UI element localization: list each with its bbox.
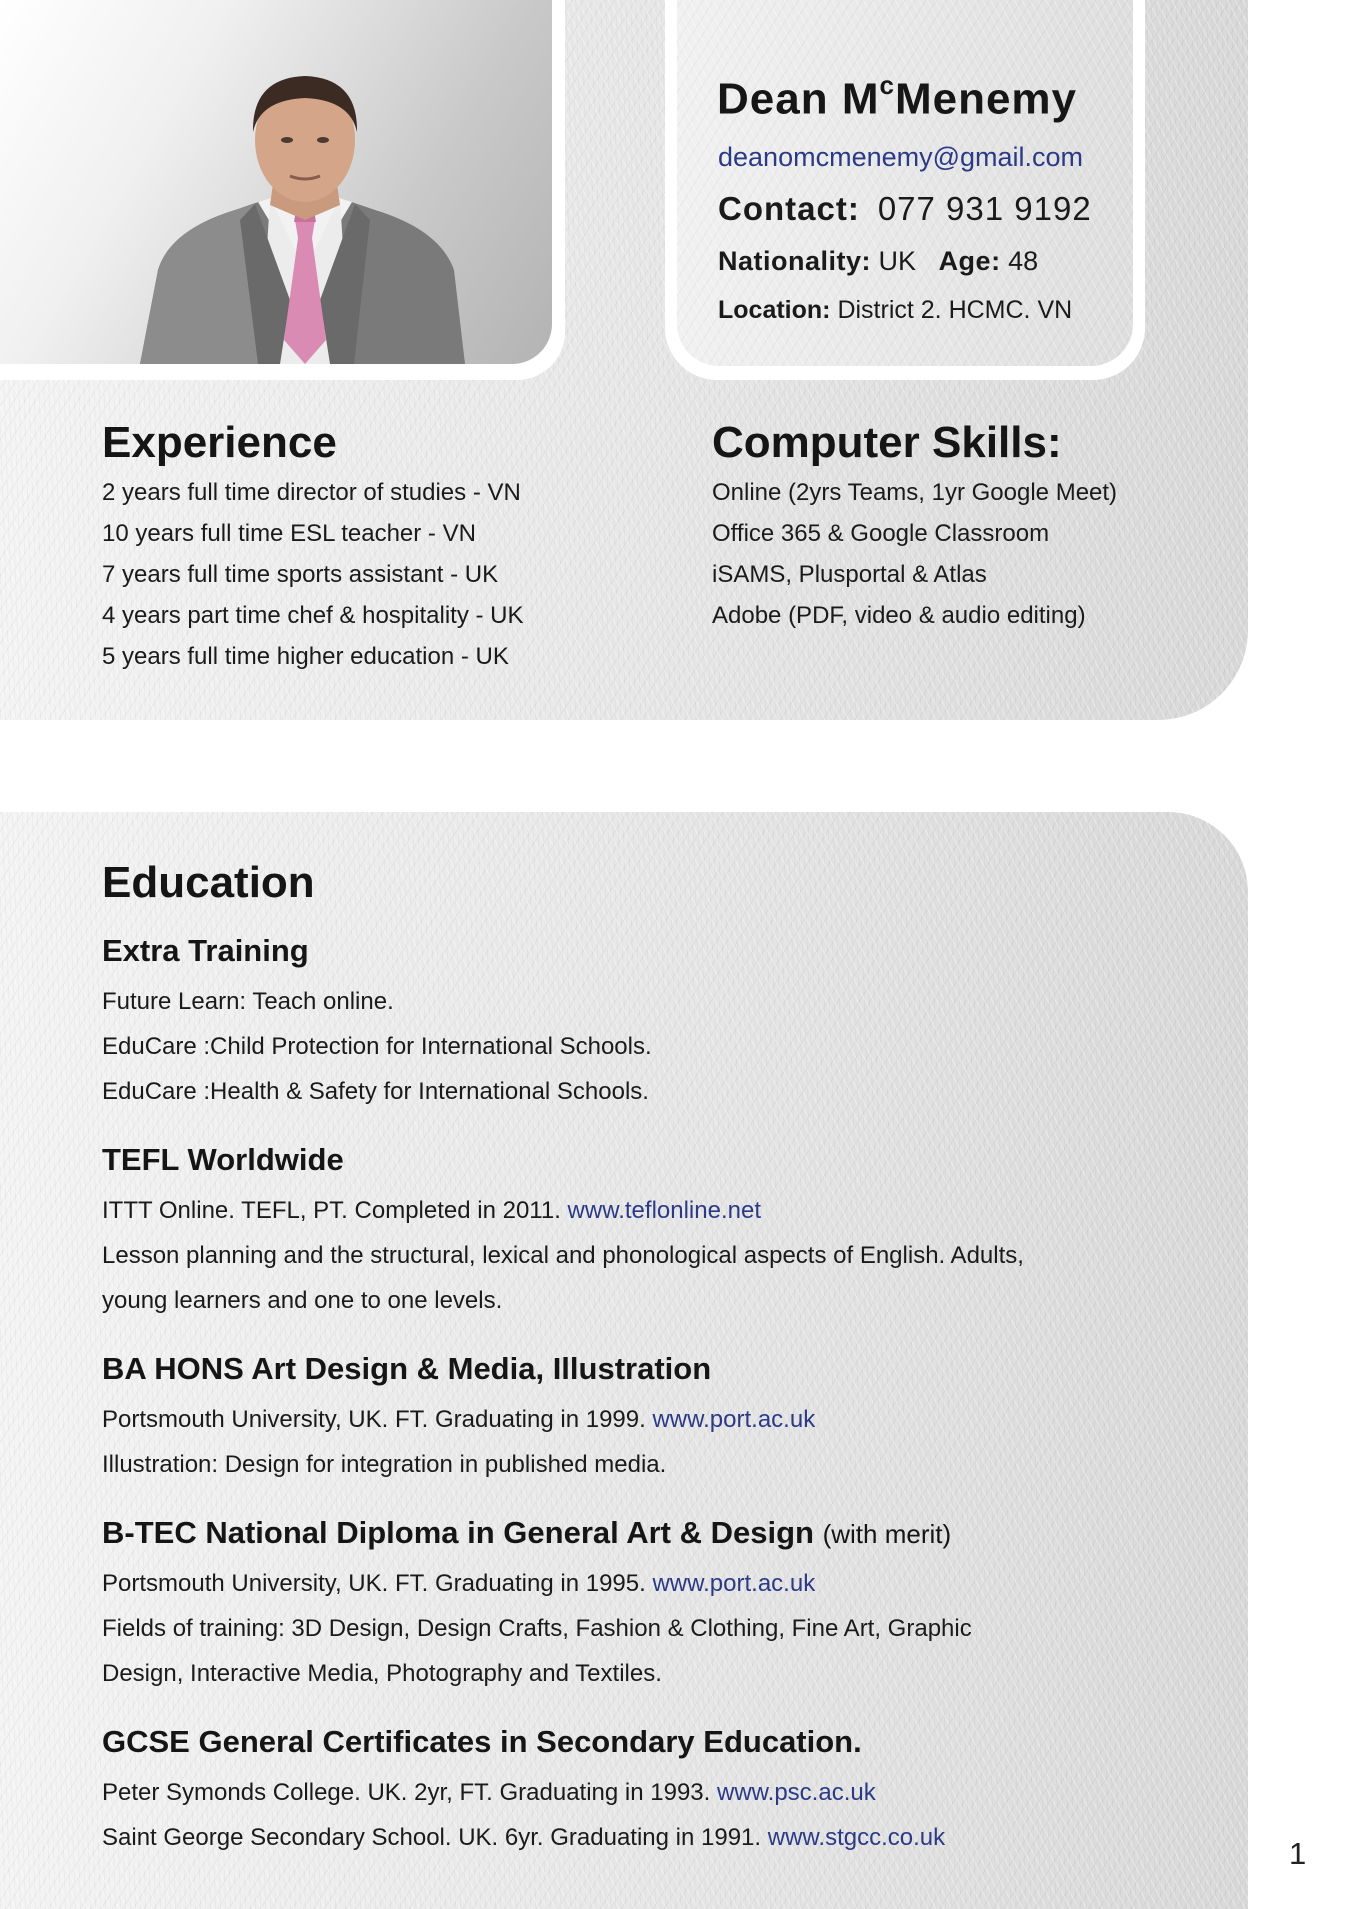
port-link[interactable]: www.port.ac.uk xyxy=(652,1570,816,1597)
contact-row: Contact: 077 931 9192 xyxy=(718,190,1092,227)
experience-item: 7 years full time sports assistant - UK xyxy=(102,561,499,588)
training-line: EduCare :Health & Safety for International Schools. xyxy=(102,1078,649,1105)
education-heading: Education xyxy=(102,858,315,907)
experience-item: 4 years part time chef & hospitality - UK xyxy=(102,602,524,629)
extra-training-heading: Extra Training xyxy=(102,933,309,968)
location-row: Location: District 2. HCMC. VN xyxy=(718,296,1073,324)
experience-item: 10 years full time ESL teacher - VN xyxy=(102,520,476,547)
training-line: EduCare :Child Protection for International Schools. xyxy=(102,1033,652,1060)
skill-item: iSAMS, Plusportal & Atlas xyxy=(712,561,987,588)
btec-line: Design, Interactive Media, Photography and Textiles. xyxy=(102,1660,662,1687)
email-link[interactable]: deanomcmenemy@gmail.com xyxy=(718,142,1084,172)
skill-item: Online (2yrs Teams, 1yr Google Meet) xyxy=(712,479,1118,506)
psc-link[interactable]: www.psc.ac.uk xyxy=(716,1779,876,1806)
stgcc-link[interactable]: www.stgcc.co.uk xyxy=(767,1824,946,1851)
experience-item: 2 years full time director of studies - VN xyxy=(102,479,521,506)
experience-list xyxy=(102,472,524,677)
port-link[interactable]: www.port.ac.uk xyxy=(652,1406,816,1433)
page-number: 1 xyxy=(1289,1836,1307,1871)
skill-item: Office 365 & Google Classroom xyxy=(712,520,1050,547)
experience-item: 5 years full time higher education - UK xyxy=(102,643,509,670)
btec-heading: B-TEC National Diploma in General Art & Design (with merit) xyxy=(102,1515,952,1550)
tefl-heading: TEFL Worldwide xyxy=(102,1142,344,1177)
tefl-line: young learners and one to one levels. xyxy=(102,1287,503,1314)
btec-line: Portsmouth University, UK. FT. Graduating in 1995. www.port.ac.uk xyxy=(102,1570,816,1597)
photo-background xyxy=(0,0,552,364)
portrait-photo xyxy=(140,70,470,364)
btec-line: Fields of training: 3D Design, Design Crafts, Fashion & Clothing, Fine Art, Graphic xyxy=(102,1615,972,1642)
experience-heading: Experience xyxy=(102,418,337,467)
candidate-name: Dean $M^cMenemy$ xyxy=(717,70,1078,124)
nationality-age-row: Nationality: UK Age: 48 xyxy=(718,246,1039,276)
computer-skills-list xyxy=(712,472,1117,636)
tefl-line: Lesson planning and the structural, lexical and phonological aspects of English. Adults, xyxy=(102,1242,1024,1269)
skill-item: Adobe (PDF, video & audio editing) xyxy=(712,602,1086,629)
tefl-line: ITTT Online. TEFL, PT. Completed in 2011. www.teflonline.net xyxy=(102,1197,761,1224)
gcse-heading: GCSE General Certificates in Secondary Education. xyxy=(102,1724,862,1759)
tefl-link[interactable]: www.teflonline.net xyxy=(567,1197,761,1224)
ba-heading: BA HONS Art Design & Media, Illustration xyxy=(102,1351,712,1386)
gcse-line: Saint George Secondary School. UK. 6yr. Graduating in 1991. www.stgcc.co.uk xyxy=(102,1824,946,1851)
training-line: Future Learn: Teach online. xyxy=(102,988,394,1015)
gcse-line: Peter Symonds College. UK. 2yr, FT. Graduating in 1993. www.psc.ac.uk xyxy=(102,1779,876,1806)
photo-frame xyxy=(0,0,565,380)
ba-line: Illustration: Design for integration in published media. xyxy=(102,1451,667,1478)
ba-line: Portsmouth University, UK. FT. Graduating in 1999. www.port.ac.uk xyxy=(102,1406,816,1433)
computer-skills-heading: Computer Skills: xyxy=(712,418,1062,467)
